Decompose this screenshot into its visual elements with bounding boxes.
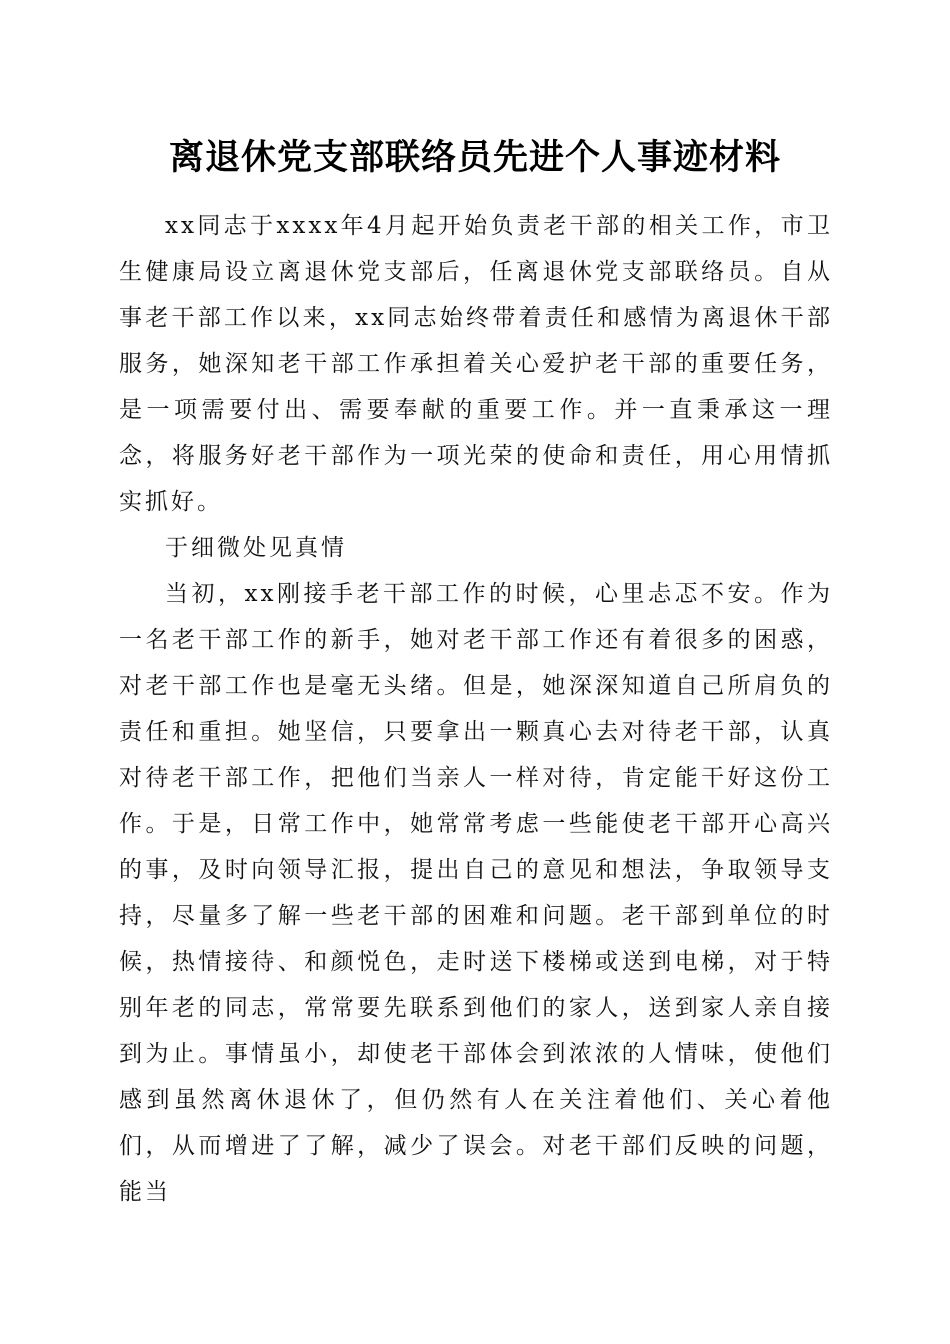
document-body <box>119 203 833 1215</box>
section-heading: 于细微处见真情 <box>165 535 347 561</box>
body-paragraph: 当初，xx刚接手老干部工作的时候，心里忐忑不安。作为一名老干部工作的新手，她对老干部工作还有着很多的困惑，对老干部工作也是毫无头绪。但是，她深深知道自己所肩负的责任和重担。她坚信，只要拿出一颗真心去对待老干部，认真对待老干部工作，把他们当亲人一样对待，肯定能干好这份工作。于是，日常工作中，她常常考虑一些能使老干部开心高兴的事，及时向领导汇报，提出自己的意见和想法，争取领导支持，尽量多了解一些老干部的困难和问题。老干部到单位的时候，热情接待、和颜悦色，走时送下楼梯或送到电梯，对于特别年老的同志，常常要先联系到他们的家人，送到家人亲自接到为止。事情虽小，却使老干部体会到浓浓的人情味，使他们感到虽然离休退休了，但仍然有人在关注着他们、关心着他们，从而增进了了解，减少了误会。对老干部们反映的问题，能当 <box>119 581 833 1205</box>
intro-paragraph: xx同志于xxxx年4月起开始负责老干部的相关工作，市卫生健康局设立离退休党支部后，任离退休党支部联络员。自从事老干部工作以来，xx同志始终带着责任和感情为离退休干部服务，她深知老干部工作承担着关心爱护老干部的重要任务，是一项需要付出、需要奉献的重要工作。并一直秉承这一理念，将服务好老干部作为一项光荣的使命和责任，用心用情抓实抓好。 <box>119 213 833 515</box>
document-title: 离退休党支部联络员先进个人事迹材料 <box>168 137 781 178</box>
